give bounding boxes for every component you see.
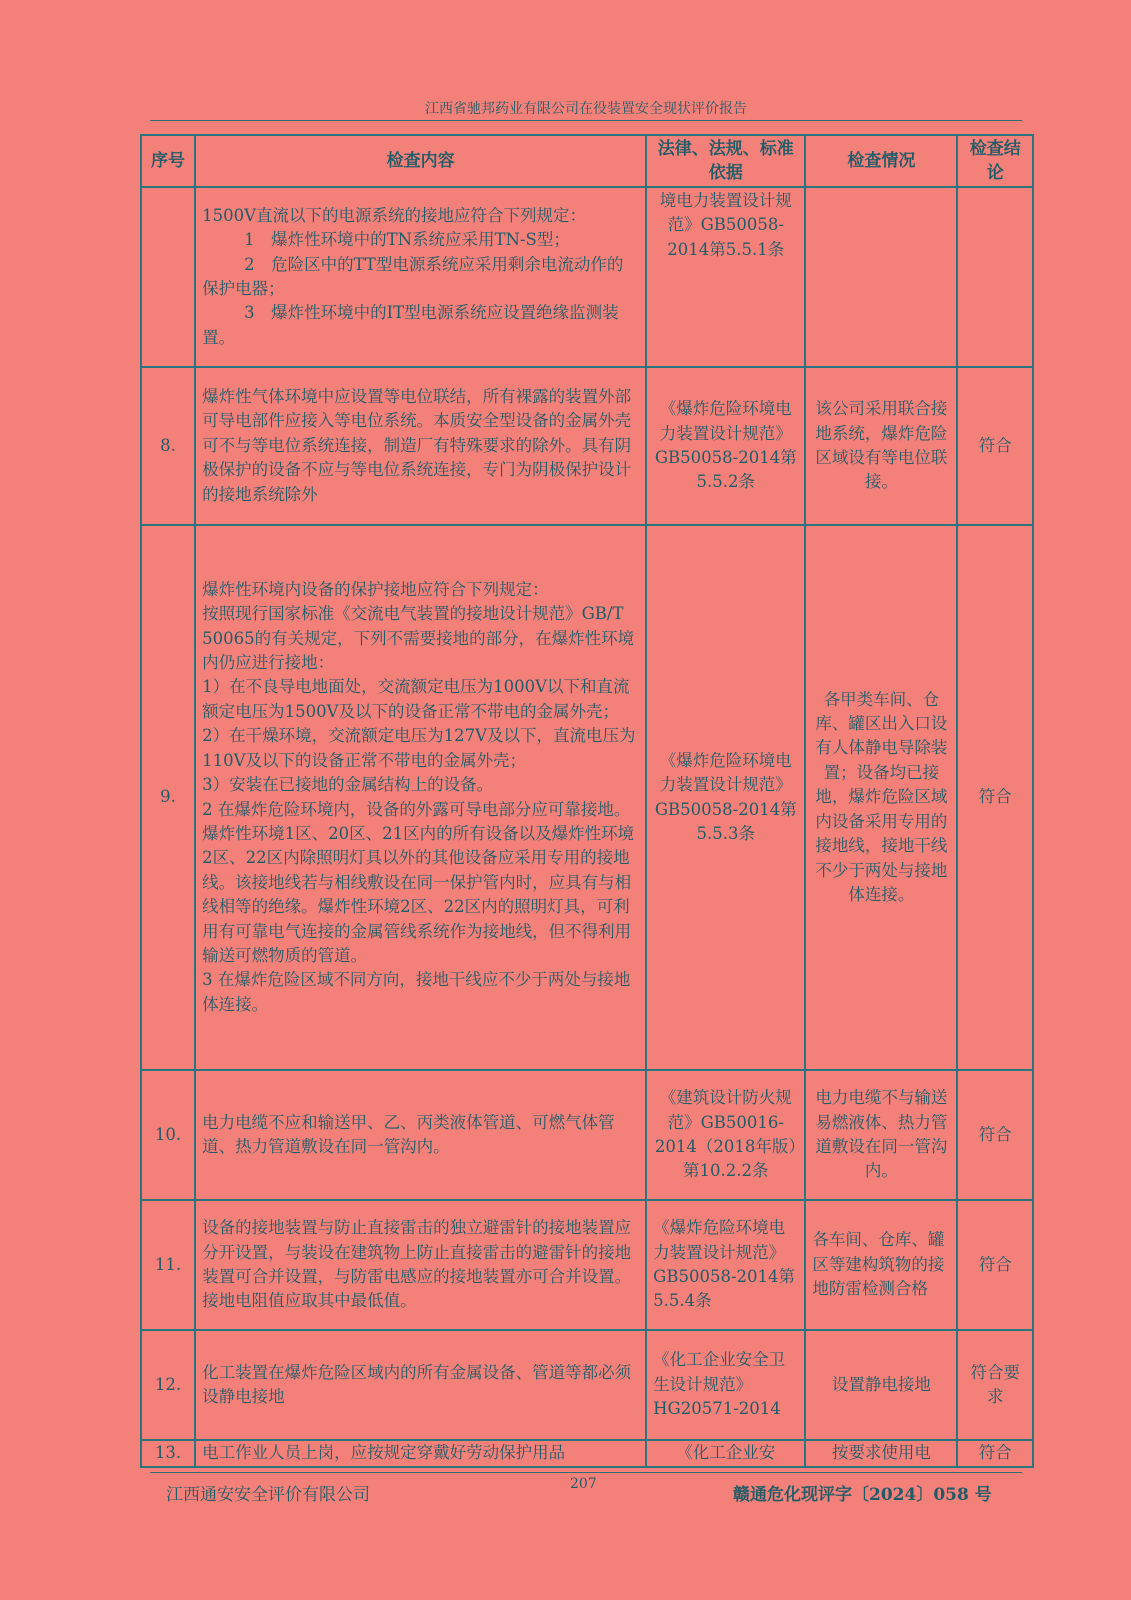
content-line: 爆炸性气体环境中应设置等电位联结，所有裸露的装置外部可导电部件应接入等电位系统。本质安全型设备的金属外壳可不与等电位系统连接，制造厂有特殊要求的除外。具有阴极保护的设备不应与等电位系统连接，专门为阴极保护设计的接地系统除外 (202, 386, 632, 504)
content-line: 3 在爆炸危险区域不同方向，接地干线应不少于两处与接地体连接。 (202, 970, 631, 1014)
page-number: 207 (570, 1476, 597, 1492)
table-row (141, 1200, 1033, 1330)
row-result: 符合 (957, 525, 1033, 1070)
row-result: 符合 (957, 1200, 1033, 1330)
content-line: 3 爆炸性环境中的IT型电源系统应设置绝缘监测装置。 (202, 303, 619, 347)
row-content (195, 525, 646, 1070)
content-line: 3）安装在已接地的金属结构上的设备。 (202, 775, 494, 795)
row-content (195, 1330, 646, 1440)
row-basis: 《建筑设计防火规范》GB50016-2014（2018年版）第10.2.2条 (646, 1070, 805, 1200)
row-status: 设置静电接地 (805, 1330, 957, 1440)
table-row (141, 187, 1033, 367)
row-result: 符合 (957, 367, 1033, 525)
row-content (195, 1070, 646, 1200)
row-number: 13. (141, 1440, 195, 1467)
table-row (141, 1440, 1033, 1467)
row-content (195, 1200, 646, 1330)
document-number: 赣通危化现评字〔2024〕058 号 (733, 1485, 992, 1505)
footer-divider (150, 1472, 1022, 1473)
table-row (141, 525, 1033, 1070)
row-content (195, 187, 646, 367)
row-status: 该公司采用联合接地系统，爆炸危险区域设有等电位联接。 (805, 367, 957, 525)
row-number: 8. (141, 367, 195, 525)
row-content (195, 1440, 646, 1467)
content-line: 1500V直流以下的电源系统的接地应符合下列规定： (202, 205, 586, 225)
row-number (141, 187, 195, 367)
col-header-num: 序号 (141, 135, 195, 187)
footer-company: 江西通安安全评价有限公司 (166, 1485, 370, 1505)
row-number: 9. (141, 525, 195, 1070)
row-basis: 《化工企业安全卫生设计规范》HG20571-2014 (646, 1330, 805, 1440)
table-row (141, 1330, 1033, 1440)
row-result: 符合 (957, 1440, 1033, 1467)
row-result: 符合 (957, 1070, 1033, 1200)
content-line: 化工装置在爆炸危险区域内的所有金属设备、管道等都必须设静电接地 (202, 1362, 632, 1406)
inspection-table (140, 134, 1034, 1468)
row-number: 11. (141, 1200, 195, 1330)
page-header (150, 98, 1022, 121)
content-line: 按照现行国家标准《交流电气装置的接地设计规范》GB/T 50065的有关规定，下列不需要接地的部分，在爆炸性环境内仍应进行接地： (202, 604, 635, 673)
row-status: 按要求使用电 (805, 1440, 957, 1467)
row-number: 10. (141, 1070, 195, 1200)
row-basis: 《爆炸危险环境电力装置设计规范》GB50058-2014第5.5.2条 (646, 367, 805, 525)
row-content (195, 367, 646, 525)
row-basis: 《爆炸危险环境电力装置设计规范》GB50058-2014第5.5.4条 (646, 1200, 805, 1330)
table-row (141, 1070, 1033, 1200)
content-line: 爆炸性环境内设备的保护接地应符合下列规定： (202, 579, 549, 599)
row-basis: 《化工企业安 (646, 1440, 805, 1467)
content-line: 2）在干燥环境，交流额定电压为127V及以下，直流电压为110V及以下的设备正常不带电的金属外壳； (202, 726, 636, 770)
content-line: 2 危险区中的TT型电源系统应采用剩余电流动作的保护电器； (202, 254, 624, 298)
content-line: 1 爆炸性环境中的TN系统应采用TN-S型； (244, 230, 570, 250)
content-line: 1）在不良导电地面处，交流额定电压为1000V以下和直流额定电压为1500V及以下的设备正常不带电的金属外壳； (202, 677, 630, 721)
table-row (141, 367, 1033, 525)
content-line: 电力电缆不应和输送甲、乙、丙类液体管道、可燃气体管道、热力管道敷设在同一管沟内。 (202, 1112, 615, 1156)
row-basis: 境电力装置设计规范》GB50058-2014第5.5.1条 (646, 187, 805, 367)
row-result (957, 187, 1033, 367)
col-header-basis: 法律、法规、标准依据 (646, 135, 805, 187)
col-header-content: 检查内容 (195, 135, 646, 187)
row-basis: 《爆炸危险环境电力装置设计规范》GB50058-2014第5.5.3条 (646, 525, 805, 1070)
col-header-result: 检查结论 (957, 135, 1033, 187)
content-line: 电工作业人员上岗，应按规定穿戴好劳动保护用品 (202, 1443, 566, 1462)
row-result: 符合要求 (957, 1330, 1033, 1440)
row-status: 各甲类车间、仓库、罐区出入口设有人体静电导除装置；设备均已接地，爆炸危险区域内设备采用专用的接地线，接地干线不少于两处与接地体连接。 (805, 525, 957, 1070)
col-header-status: 检查情况 (805, 135, 957, 187)
row-status: 电力电缆不与输送易燃液体、热力管道敷设在同一管沟内。 (805, 1070, 957, 1200)
content-line: 设备的接地装置与防止直接雷击的独立避雷针的接地装置应分开设置，与装设在建筑物上防止直接雷击的避雷针的接地装置可合并设置，与防雷电感应的接地装置亦可合并设置。接地电阻值应取其中最低值。 (202, 1218, 632, 1311)
row-number: 12. (141, 1330, 195, 1440)
row-status (805, 187, 957, 367)
content-line: 2 在爆炸危险环境内，设备的外露可导电部分应可靠接地。爆炸性环境1区、20区、21区内的所有设备以及爆炸性环境2区、22区内除照明灯具以外的其他设备应采用专用的接地线。该接地线若与相线敷设在同一保护管内时，应具有与相线相等的绝缘。爆炸性环境2区、22区内的照明灯具，可利用有可靠电气连接的金属管线系统作为接地线，但不得利用输送可燃物质的管道。 (202, 799, 635, 965)
table-header-row (141, 135, 1033, 187)
report-title: 江西省驰邦药业有限公司在役装置安全现状评价报告 (425, 101, 747, 117)
row-status: 各车间、仓库、罐区等建构筑物的接地防雷检测合格 (805, 1200, 957, 1330)
